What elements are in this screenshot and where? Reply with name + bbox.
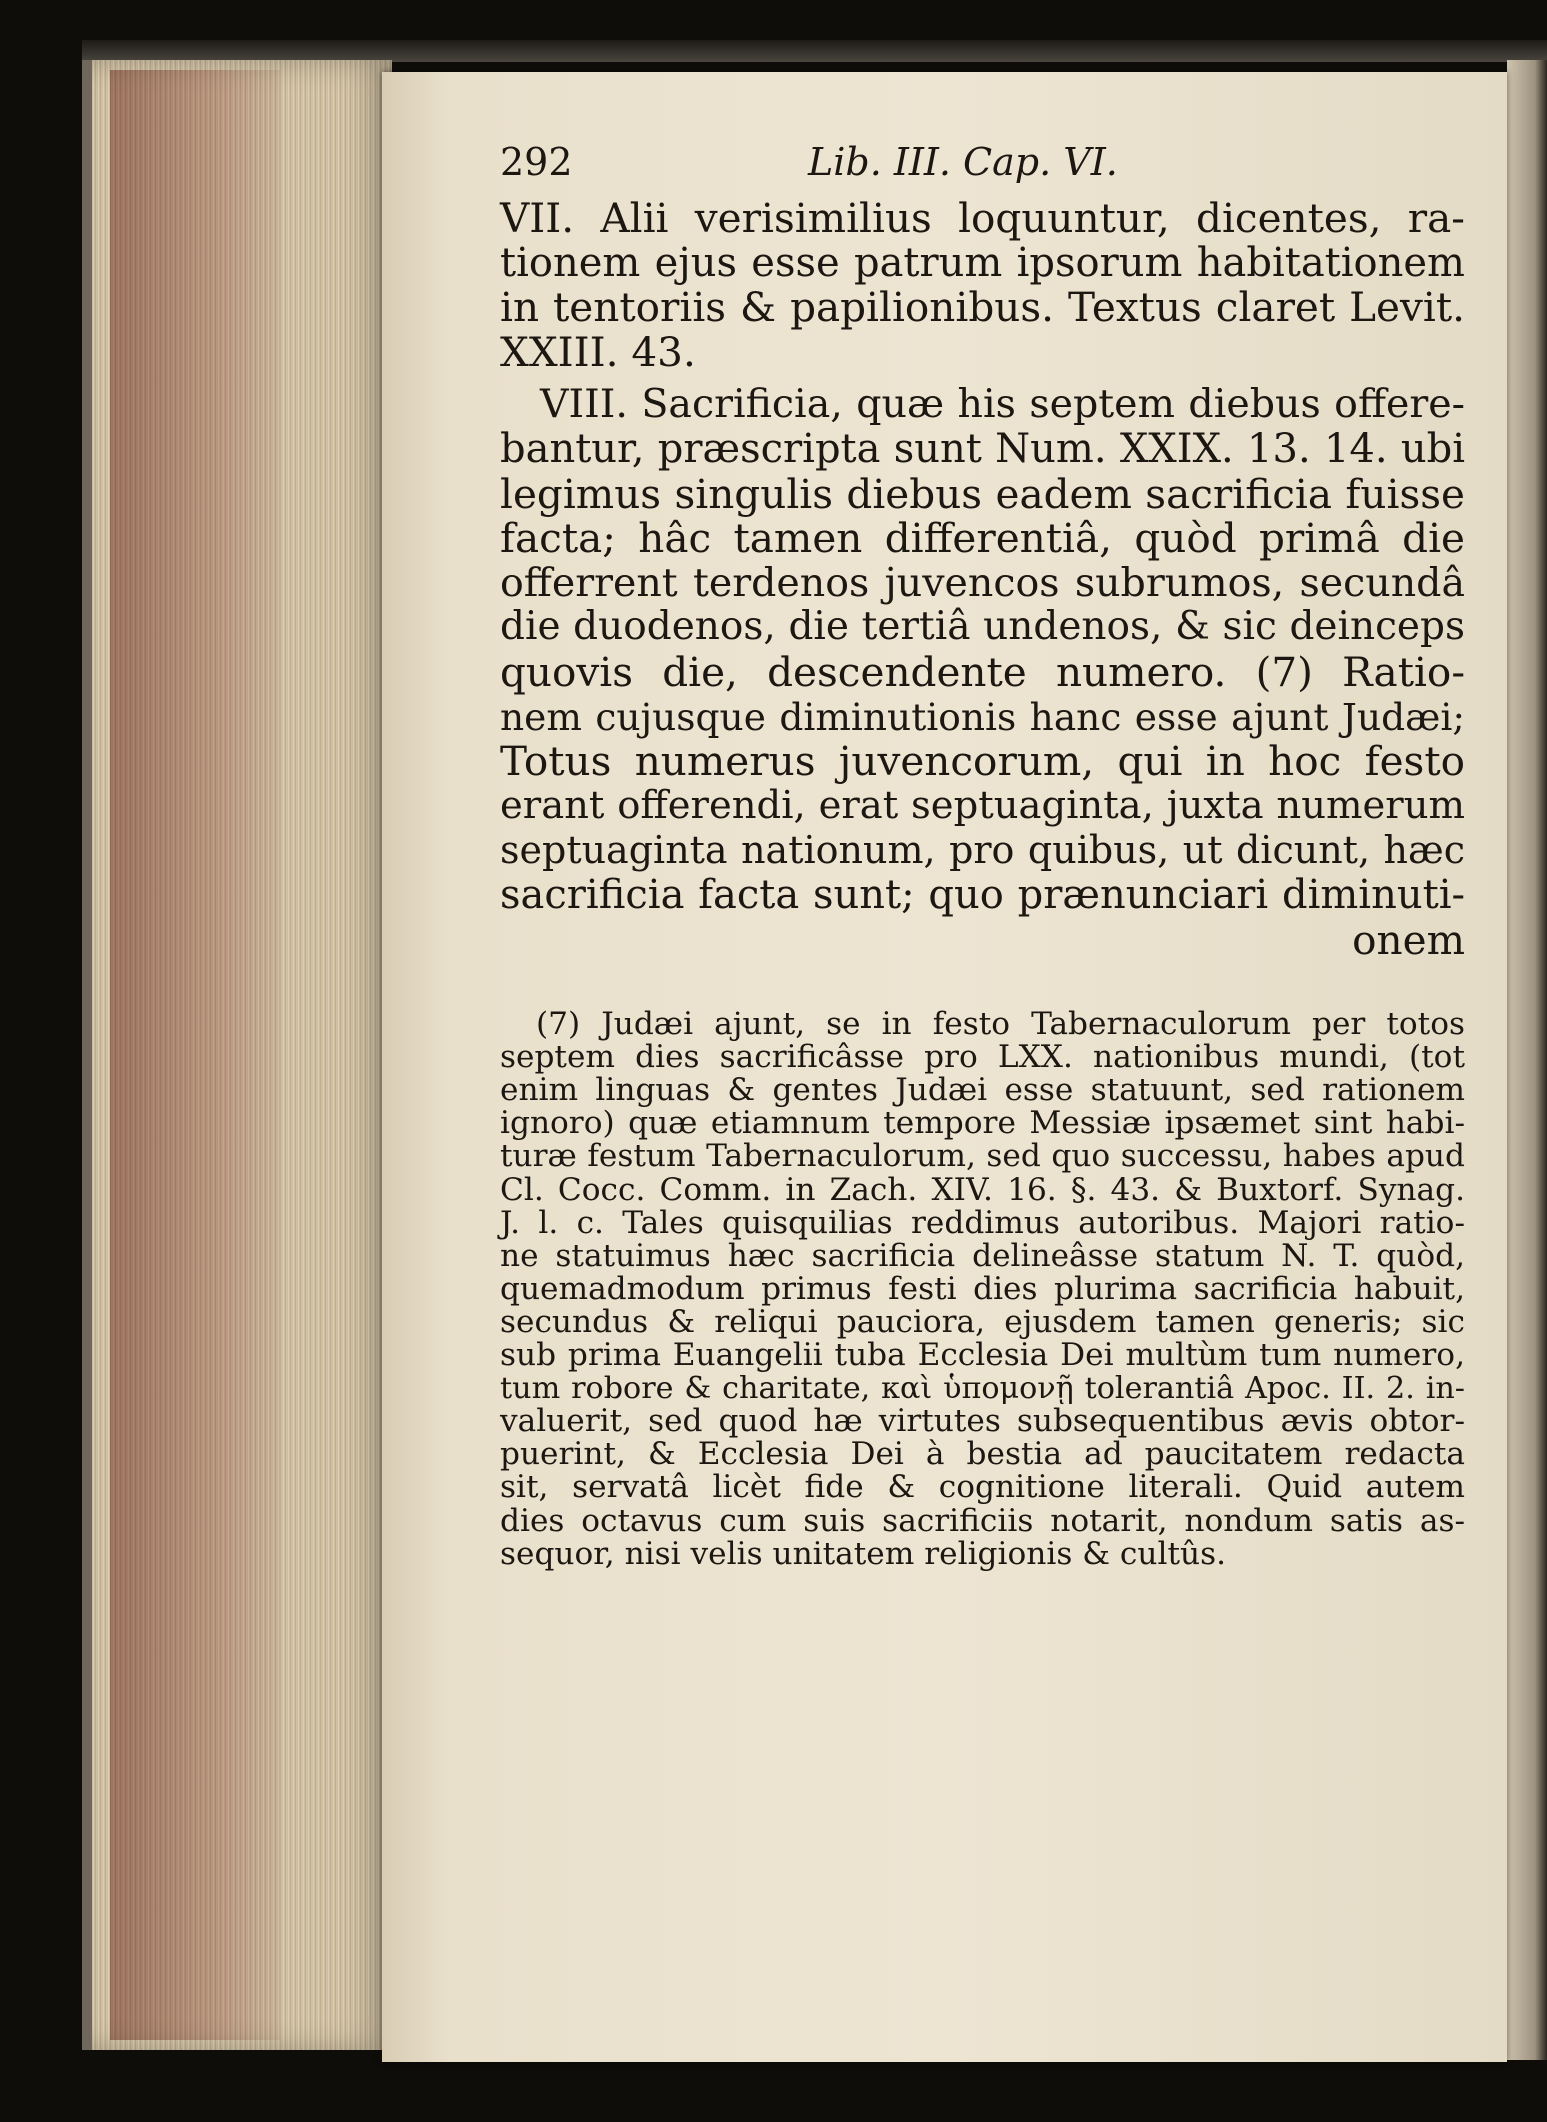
footnote-line: dies octavus cum suis sacrificiis notarit, nondum satis as- [500, 1502, 1465, 1539]
footnote-line: (7) Judæi ajunt, se in festo Tabernaculorum per totos [536, 1006, 1465, 1043]
paragraph-vii [500, 196, 1465, 374]
footnote-line: enim linguas & gentes Judæi esse statuunt, sed rationem [500, 1072, 1465, 1109]
text-line: septuaginta nationum, pro quibus, ut dicunt, hæc [500, 828, 1465, 873]
footnote-line: secundus & reliqui pauciora, ejusdem tamen generis; sic [500, 1303, 1465, 1340]
text-line: erant offerendi, erat septuaginta, juxta numerum [500, 782, 1465, 828]
text-line: Totus numerus juvencorum, qui in hoc festo [500, 737, 1465, 786]
text-line: facta; hâc tamen differentiâ, quòd primâ die [500, 514, 1465, 563]
book-cover-top [82, 40, 1547, 62]
text-line: offerrent terdenos juvencos subrumos, secundâ [500, 559, 1465, 606]
footnote-line: sub prima Euangelii tuba Ecclesia Dei multùm tum numero, [500, 1337, 1465, 1374]
footnote-line: quemadmodum primus festi dies plurima sacrificia habuit, [500, 1270, 1465, 1307]
text-line: die duodenos, die tertiâ undenos, & sic deinceps [500, 604, 1465, 650]
text-line: tionem ejus esse patrum ipsorum habitationem [500, 239, 1465, 286]
page-text-area [500, 140, 1465, 1571]
text-line: sacrificia facta sunt; quo prænunciari diminuti- [500, 871, 1465, 918]
catchword: onem [1352, 915, 1465, 964]
page-edge-stain [110, 70, 280, 2040]
text-line: XXIII. 43. [500, 327, 696, 376]
footnote-line: valuerit, sed quod hæ virtutes subsequentibus ævis obtor- [500, 1403, 1465, 1440]
footnote-line: tum robore & charitate, καὶ ὑπομονῇ tolerantiâ Apoc. II. 2. in- [500, 1371, 1465, 1407]
footnote-line: septem dies sacrificâsse pro LXX. nationibus mundi, (tot [500, 1039, 1465, 1076]
footnote-line: sequor, nisi velis unitatem religionis & cultûs. [500, 1535, 1226, 1572]
footnote-line: ignoro) quæ etiamnum tempore Messiæ ipsæmet sint habi- [500, 1105, 1465, 1142]
facing-page-strip [1507, 60, 1547, 2060]
page-number: 292 [500, 140, 573, 184]
footnote-line: puerint, & Ecclesia Dei à bestia ad paucitatem redacta [500, 1436, 1465, 1473]
text-line: nem cujusque diminutionis hanc esse ajunt Judæi; [500, 694, 1465, 739]
text-line: legimus singulis diebus eadem sacrificia fuisse [500, 469, 1465, 518]
main-text [500, 196, 1465, 962]
text-line: VII. Alii verisimilius loquuntur, dicentes, ra- [500, 194, 1465, 242]
text-line: bantur, præscripta sunt Num. XXIX. 13. 14. ubi [500, 425, 1465, 472]
running-head [500, 140, 1465, 190]
footnote-line: ne statuimus hæc sacrificia delineâsse statum N. T. quòd, [500, 1237, 1465, 1274]
footnote-line: Cl. Cocc. Comm. in Zach. XIV. 16. §. 43. & Buxtorf. Synag. [500, 1171, 1465, 1208]
footnote-line: J. l. c. Tales quisquilias reddimus autoribus. Majori ratio- [500, 1204, 1465, 1241]
text-line: quovis die, descendente numero. (7) Ratio- [500, 647, 1465, 696]
footnote-line: turæ festum Tabernaculorum, sed quo successu, habes apud [500, 1138, 1465, 1175]
text-line: VIII. Sacrificia, quæ his septem diebus offere- [540, 381, 1465, 428]
running-title: Lib. III. Cap. VI. [808, 140, 1118, 184]
footnote-line: sit, servatâ licèt fide & cognitione literali. Quid autem [500, 1469, 1465, 1506]
text-line: in tentoriis & papilionibus. Textus claret Levit. [500, 283, 1465, 332]
footnote [500, 1008, 1465, 1571]
paragraph-viii [500, 382, 1465, 962]
